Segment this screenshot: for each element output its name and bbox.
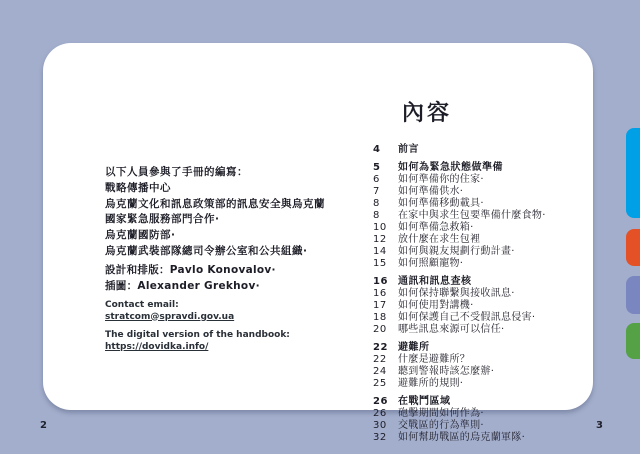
toc-entry-title: 如何幫助戰區的烏克蘭軍隊·	[398, 432, 526, 443]
contents-title: 內容	[402, 101, 453, 126]
toc-page-number: 4	[373, 144, 381, 155]
toc-entry	[373, 420, 625, 432]
toc-entry	[373, 288, 625, 300]
toc-page-number: 26	[373, 408, 387, 419]
toc-section	[373, 276, 625, 336]
toc-section-title: 通訊和訊息查核	[398, 276, 472, 287]
toc-section-header	[373, 276, 625, 288]
credits-line: 以下人員參與了手冊的編寫：	[105, 166, 248, 178]
toc-entry	[373, 186, 625, 198]
tab-purple	[626, 276, 640, 314]
open-book-pages	[43, 43, 593, 443]
toc-entry-title: 如何準備急救箱·	[398, 222, 474, 233]
toc-section-title: 在戰鬥區域	[398, 396, 451, 407]
toc-entry	[373, 432, 625, 444]
toc-section-title: 如何為緊急狀態做準備	[398, 162, 503, 173]
toc-section-header	[373, 162, 625, 174]
toc-entry	[373, 210, 625, 222]
toc-page-number: 17	[373, 300, 387, 311]
toc-section-header	[373, 342, 625, 354]
toc-page-number: 30	[373, 420, 387, 431]
toc-section-title: 避難所	[398, 342, 430, 353]
toc-page-number: 16	[373, 288, 387, 299]
page-number-left: 2	[40, 420, 47, 431]
design-credit-line: 插圖：Alexander Grekhov·	[105, 280, 260, 292]
spacer	[105, 323, 355, 330]
toc-page-number: 32	[373, 432, 387, 443]
toc-entry-title: 哪些訊息來源可以信任·	[398, 324, 505, 335]
toc-page-number: 26	[373, 396, 388, 407]
toc-entry	[373, 246, 625, 258]
toc-entry-title: 在家中與求生包要準備什麼食物·	[398, 210, 546, 221]
toc-entry	[373, 198, 625, 210]
toc-entry-title: 放什麼在求生包裡	[398, 234, 481, 245]
toc-entry-title: 如何準備移動載具·	[398, 198, 484, 209]
toc-page-number: 18	[373, 312, 387, 323]
toc-section	[373, 342, 625, 390]
toc-page-number: 8	[373, 210, 380, 221]
toc-page-number: 22	[373, 354, 387, 365]
toc-entry-title: 如何準備你的住家·	[398, 174, 484, 185]
credits-line: 烏克蘭國防部·	[105, 229, 176, 242]
page-number-right: 3	[596, 420, 603, 431]
toc-page-number: 8	[373, 198, 380, 209]
toc-entry-title: 如何照顧寵物·	[398, 258, 464, 269]
design-credits-block	[105, 262, 355, 294]
toc-page-number: 15	[373, 258, 387, 269]
toc-page-number: 7	[373, 186, 380, 197]
toc-entry-title: 如何保持聯繫與接收訊息·	[398, 288, 515, 299]
toc-entry-title: 什麼是避難所？	[398, 354, 471, 365]
toc-entry	[373, 378, 625, 390]
toc-entry	[373, 366, 625, 378]
contact-email-link[interactable]: stratcom@spravdi.gov.ua	[105, 311, 235, 322]
toc-page-number: 6	[373, 174, 380, 185]
toc-entry-title: 避難所的規則·	[398, 378, 464, 389]
toc-entry-title: 砲擊期間如何作為·	[398, 408, 484, 419]
credits-line: 戰略傳播中心	[105, 181, 171, 194]
credits-line: 烏克蘭文化和訊息政策部的訊息安全與烏克蘭	[105, 197, 325, 210]
table-of-contents	[373, 144, 625, 450]
toc-entry	[373, 222, 625, 234]
toc-page-number: 10	[373, 222, 387, 233]
tab-orange	[626, 229, 640, 266]
toc-section-header	[373, 396, 625, 408]
toc-section-title: 前言	[398, 144, 419, 155]
toc-section	[373, 144, 625, 156]
toc-page-number: 14	[373, 246, 387, 257]
toc-page-number: 22	[373, 342, 388, 353]
tab-green	[626, 323, 640, 359]
design-credit-line: 設計和排版：Pavlo Konovalov·	[105, 264, 276, 276]
toc-section-header	[373, 144, 625, 156]
toc-entry	[373, 300, 625, 312]
digital-version-label: The digital version of the handbook:	[105, 330, 290, 340]
toc-entry-title: 交戰區的行為準則·	[398, 420, 484, 431]
toc-entry	[373, 312, 625, 324]
toc-page-number: 24	[373, 366, 387, 377]
toc-entry-title: 如何準備供水·	[398, 186, 464, 197]
credits-block	[105, 165, 355, 260]
toc-entry-title: 如何使用對講機·	[398, 300, 474, 311]
tab-blue	[626, 128, 640, 218]
toc-entry	[373, 234, 625, 246]
toc-entry	[373, 354, 625, 366]
toc-entry	[373, 174, 625, 186]
toc-entry	[373, 408, 625, 420]
toc-page-number: 20	[373, 324, 387, 335]
toc-entry	[373, 324, 625, 336]
toc-entry-title: 如何與親友規劃行動計畫·	[398, 246, 515, 257]
toc-entry-title: 聽到警報時該怎麼辦·	[398, 366, 495, 377]
toc-page-number: 16	[373, 276, 388, 287]
toc-page-number: 25	[373, 378, 387, 389]
credits-line: 國家緊急服務部門合作·	[105, 213, 220, 226]
toc-page-number: 12	[373, 234, 387, 245]
credits-line: 烏克蘭武裝部隊總司令辦公室和公共組織·	[105, 244, 308, 257]
digital-version-link[interactable]: https://dovidka.info/	[105, 341, 209, 352]
contact-email-label: Contact email:	[105, 300, 179, 310]
toc-section	[373, 162, 625, 270]
toc-entry-title: 如何保護自己不受假訊息侵害·	[398, 312, 536, 323]
toc-section	[373, 396, 625, 444]
toc-entry	[373, 258, 625, 270]
toc-page-number: 5	[373, 162, 381, 173]
contact-block	[105, 300, 355, 353]
